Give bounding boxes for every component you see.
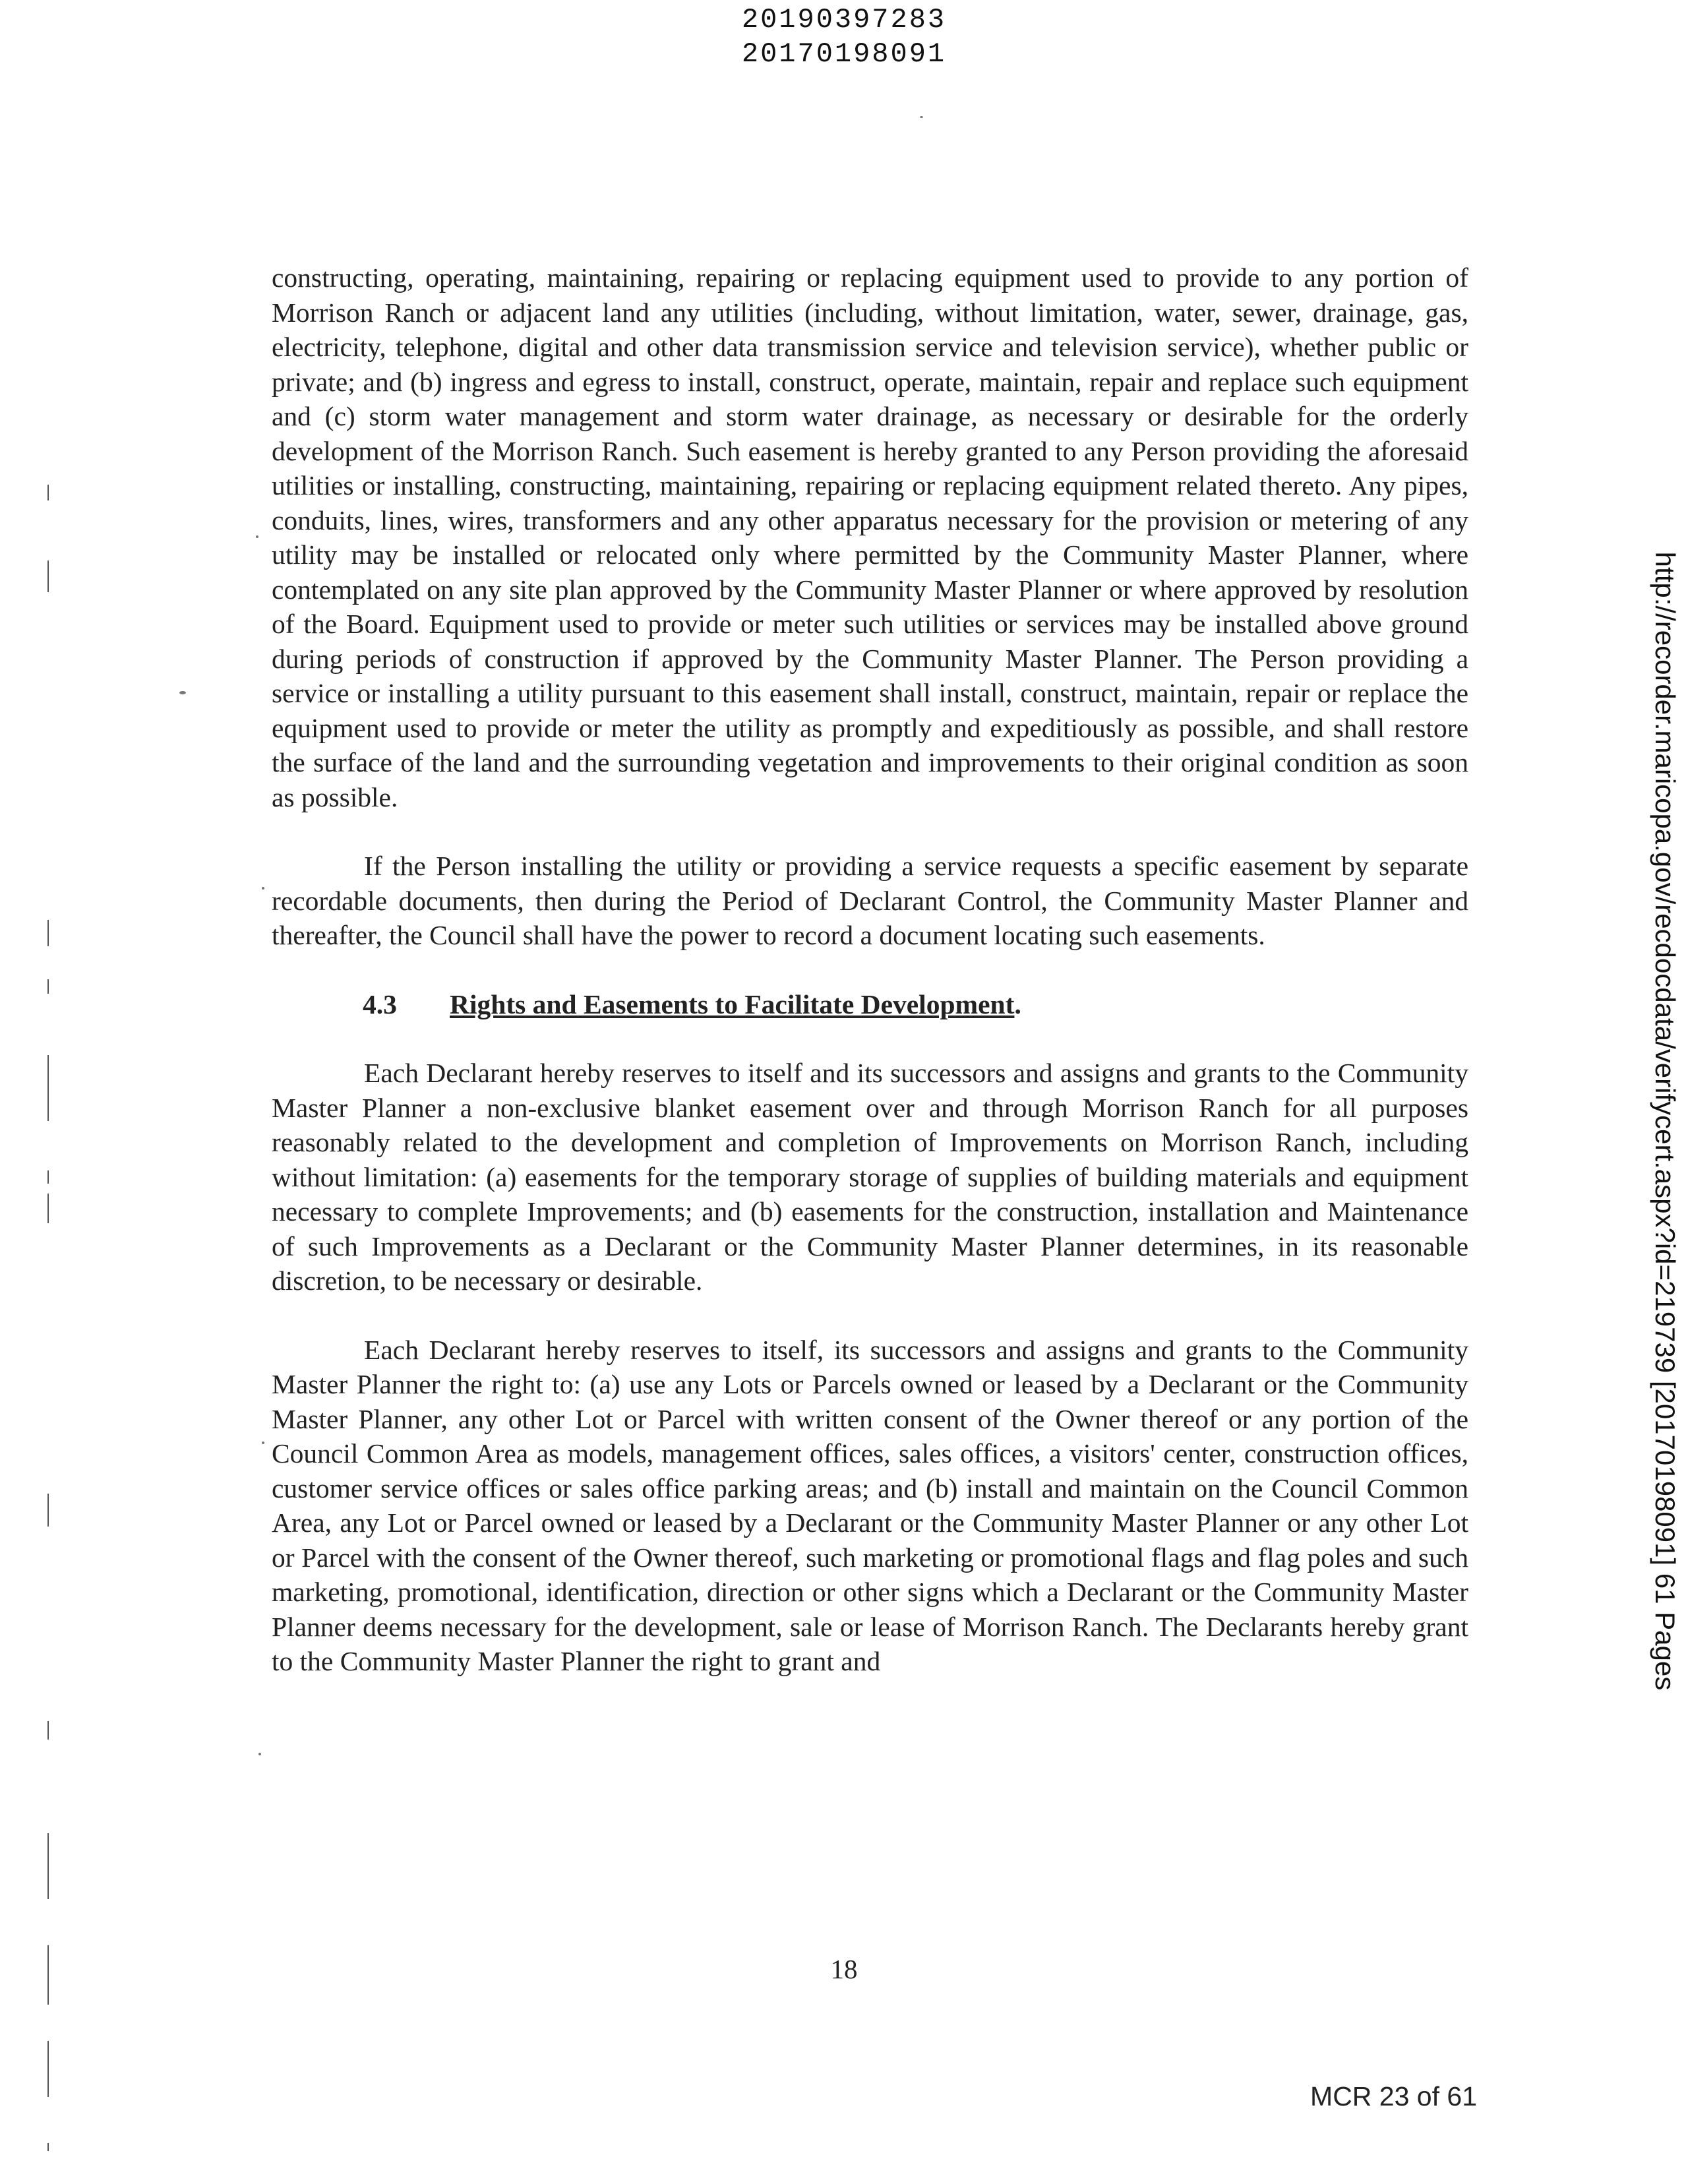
scan-margin-mark	[47, 1170, 49, 1184]
section-title: Rights and Easements to Facilitate Development	[450, 988, 1015, 1019]
section-heading	[272, 987, 1468, 1022]
scan-speck	[179, 691, 186, 694]
scan-margin-mark	[47, 920, 49, 946]
document-number-header	[0, 3, 1688, 71]
paragraph-development-easement: Each Declarant hereby reserves to itself and its successors and assigns and grants to the Community Master Planner a non-exclusive blanket easement over and through Morrison Ranch for all purposes reasonably related to the development and completion of Improvements on Morrison Ranch, including without limitation: (a) easements for the temporary storage of supplies of building materials and equipment necessary to complete Improvements; and (b) easements for the construction, installation and Maintenance of such Improvements as a Declarant or the Community Master Planner determines, in its reasonable discretion, to be necessary or desirable.	[272, 1058, 1468, 1296]
recording-number-secondary: 20170198091	[741, 38, 947, 70]
page-number: 18	[830, 1954, 858, 1984]
document-body	[272, 260, 1468, 1679]
scan-margin-mark	[47, 979, 49, 994]
section-number: 4.3	[363, 988, 397, 1019]
scan-margin-mark	[47, 1721, 49, 1740]
mcr-page-label: MCR 23 of 61	[1310, 2081, 1477, 2111]
scan-margin-mark	[47, 561, 49, 592]
recording-number-primary: 20190397283	[741, 4, 947, 36]
scan-speck	[262, 887, 264, 890]
section-title-period: .	[1014, 988, 1021, 1019]
scan-margin-mark	[47, 1833, 49, 1899]
verification-url-watermark: http://recorder.maricopa.gov/recdocdata/verifycert.aspx?id=219739 [20170198091] 61 Pages	[1650, 551, 1681, 1691]
scan-margin-mark	[47, 1055, 49, 1121]
scan-speck	[262, 1441, 264, 1444]
scan-speck	[256, 535, 258, 538]
scan-margin-mark	[47, 2041, 49, 2097]
scan-margin-mark	[47, 1945, 49, 2005]
scan-margin-mark	[47, 1194, 49, 1223]
paragraph-specific-easement: If the Person installing the utility or providing a service requests a specific easement by separate recordable documents, then during the Period of Declarant Control, the Community Master Planner and thereafter, the Council shall have the power to record a document locating such easements.	[272, 851, 1468, 950]
paragraph-utilities-easement: constructing, operating, maintaining, repairing or replacing equipment used to provide to any portion of Morrison Ranch or adjacent land any utilities (including, without limitation, water, sewer, drainage, gas, electricity, telephone, digital and other data transmission service and television service), whether public or private; and (b) ingress and egress to install, construct, operate, maintain, repair and replace such equipment and (c) storm water management and storm water drainage, as necessary or desirable for the orderly development of the Morrison Ranch. Such easement is hereby granted to any Person providing the aforesaid utilities or installing, constructing, maintaining, repairing or replacing equipment related thereto. Any pipes, conduits, lines, wires, transformers and any other apparatus necessary for the provision or metering of any utility may be installed or relocated only where permitted by the Community Master Planner, where contemplated on any site plan approved by the Community Master Planner or where approved by resolution of the Board. Equipment used to provide or meter such utilities or services may be installed above ground during periods of construction if approved by the Community Master Planner. The Person providing a service or installing a utility pursuant to this easement shall install, construct, maintain, repair or replace the equipment used to provide or meter the utility as promptly and expeditiously as possible, and shall restore the surface of the land and the surrounding vegetation and improvements to their original condition as soon as possible.	[272, 262, 1468, 812]
scan-speck	[258, 1753, 261, 1755]
scan-speck	[920, 116, 923, 118]
scan-margin-mark	[47, 485, 49, 501]
scan-margin-mark	[47, 1494, 49, 1527]
scan-margin-mark	[47, 2143, 49, 2151]
paragraph-sales-models-rights: Each Declarant hereby reserves to itself, its successors and assigns and grants to the Community Master Planner the right to: (a) use any Lots or Parcels owned or leased by a Declarant or the Community Master Planner, any other Lot or Parcel with written consent of the Owner thereof or any portion of the Council Common Area as models, management offices, sales offices, a visitors' center, construction offices, customer service offices or sales office parking areas; and (b) install and maintain on the Council Common Area, any Lot or Parcel owned or leased by a Declarant or the Community Master Planner or any other Lot or Parcel with the consent of the Owner thereof, such marketing or promotional flags and flag poles and such marketing, promotional, identification, direction or other signs which a Declarant or the Community Master Planner deems necessary for the development, sale or lease of Morrison Ranch. The Declarants hereby grant to the Community Master Planner the right to grant and	[272, 1334, 1468, 1676]
